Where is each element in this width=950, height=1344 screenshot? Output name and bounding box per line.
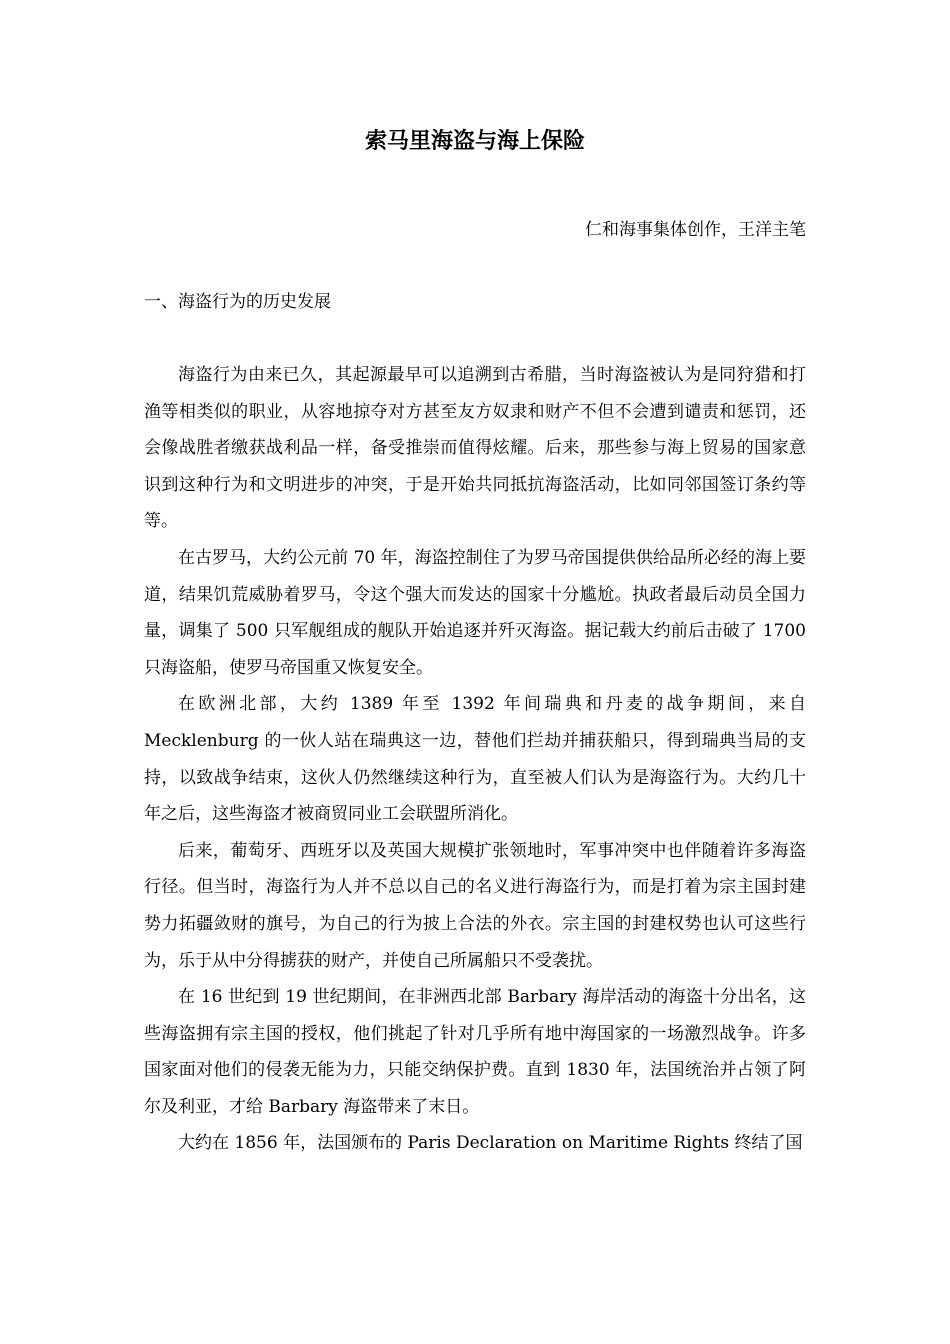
paragraph: 后来，葡萄牙、西班牙以及英国大规模扩张领地时，军事冲突中也伴随着许多海盗行径。但当时，海盗行为人并不总以自己的名义进行海盗行为，而是打着为宗主国封建势力拓疆敛财的旗号，为自己的行为披上合法的外衣。宗主国的封建权势也认可这些行为，乐于从中分得掳获的财产，并使自己所属船只不受袭扰。 [144, 840, 806, 971]
paragraph: 在欧洲北部，大约 1389 年至 1392 年间瑞典和丹麦的战争期间，来自 Mecklenburg 的一伙人站在瑞典这一边，替他们拦劫并捕获船只，得到瑞典当局的支持，以致战争结束，这伙人仍然继续这种行为，直至被人们认为是海盗行为。大约几十年之后，这些海盗才被商贸同业工会联盟所消化。 [144, 694, 806, 825]
body-text [144, 357, 806, 1162]
paragraph: 海盗行为由来已久，其起源最早可以追溯到古希腊，当时海盗被认为是同狩猎和打渔等相类似的职业，从容地掠夺对方甚至友方奴隶和财产不但不会遭到谴责和惩罚，还会像战胜者缴获战利品一样，备受推崇而值得炫耀。后来，那些参与海上贸易的国家意识到这种行为和文明进步的冲突，于是开始共同抵抗海盗活动，比如同邻国签订条约等等。 [144, 365, 806, 532]
paragraph: 在 16 世纪到 19 世纪期间，在非洲西北部 Barbary 海岸活动的海盗十分出名，这些海盗拥有宗主国的授权，他们挑起了针对几乎所有地中海国家的一场激烈战争。许多国家面对他们的侵袭无能为力，只能交纳保护费。直到 1830 年，法国统治并占领了阿尔及利亚，才给 Barbary 海盗带来了末日。 [144, 987, 806, 1117]
author-byline: 仁和海事集体创作，王洋主笔 [585, 220, 806, 240]
section-heading: 一、海盗行为的历史发展 [144, 292, 331, 312]
document-title: 索马里海盗与海上保险 [364, 129, 585, 154]
paragraph: 大约在 1856 年，法国颁布的 Paris Declaration on Maritime Rights 终结了国 [178, 1133, 803, 1154]
paragraph: 在古罗马，大约公元前 70 年，海盗控制住了为罗马帝国提供供给品所必经的海上要道，结果饥荒威胁着罗马，令这个强大而发达的国家十分尴尬。执政者最后动员全国力量，调集了 500 只军舰组成的舰队开始追逐并歼灭海盗。据记载大约前后击破了 1700 只海盗船，使罗马帝国重又恢复安全。 [144, 547, 806, 678]
